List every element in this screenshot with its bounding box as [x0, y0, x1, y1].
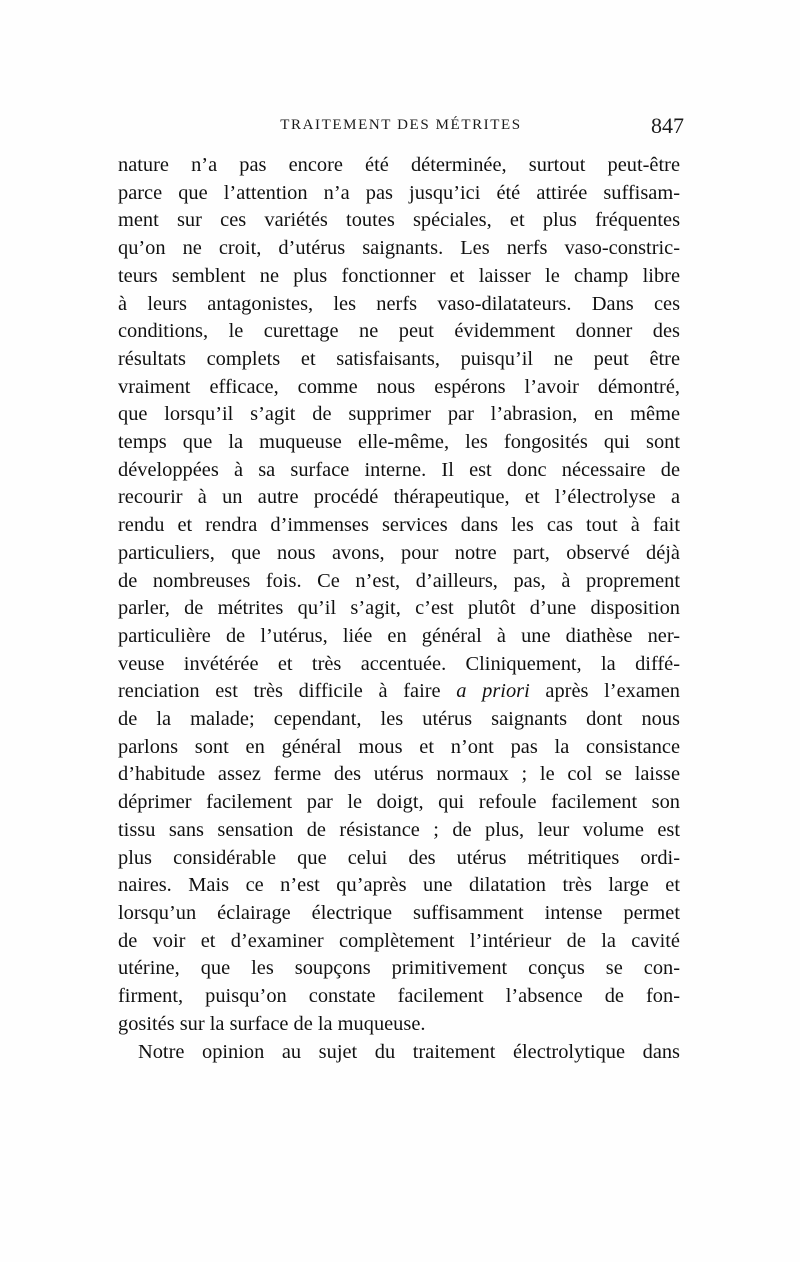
text-line: à leurs antagonistes, les nerfs vaso-dilatateurs. Dans ces	[118, 292, 680, 315]
text-line: résultats complets et satisfaisants, puisqu’il ne peut être	[118, 347, 680, 370]
text-line-with-italic	[118, 678, 680, 706]
text-line: particuliers, que nous avons, pour notre part, observé déjà	[118, 541, 680, 564]
body-text	[118, 152, 680, 1066]
text-line: tissu sans sensation de résistance ; de plus, leur volume est	[118, 818, 680, 841]
paragraph-end-line: gosités sur la surface de la muqueuse.	[118, 1012, 426, 1035]
text-line: naires. Mais ce n’est qu’après une dilatation très large et	[118, 874, 680, 897]
text-line: déprimer facilement par le doigt, qui refoule facilement son	[118, 791, 680, 814]
text-line: de voir et d’examiner complètement l’intérieur de la cavité	[118, 929, 680, 952]
text-line: vraiment efficace, comme nous espérons l’avoir démontré,	[118, 375, 680, 398]
text-line: firment, puisqu’on constate facilement l’absence de fon-	[118, 985, 680, 1008]
text-line: parce que l’attention n’a pas jusqu’ici été attirée suffisam-	[118, 181, 680, 204]
text-line: conditions, le curettage ne peut évidemment donner des	[118, 320, 680, 343]
text-line: rendu et rendra d’immenses services dans les cas tout à fait	[118, 514, 680, 537]
new-paragraph-line: Notre opinion au sujet du traitement électrolytique dans	[138, 1040, 680, 1063]
running-head	[118, 113, 684, 143]
text-line: parler, de métrites qu’il s’agit, c’est plutôt d’une disposition	[118, 597, 680, 620]
text-line: de la malade; cependant, les utérus saignants dont nous	[118, 708, 680, 731]
text-line: d’habitude assez ferme des utérus normaux ; le col se laisse	[118, 763, 680, 786]
text-line: nature n’a pas encore été déterminée, surtout peut-être	[118, 154, 680, 176]
text-line: temps que la muqueuse elle-même, les fongosités qui sont	[118, 431, 680, 454]
text-segment: après l’examen	[529, 680, 680, 703]
text-line: particulière de l’utérus, liée en général à une diathèse ner-	[118, 624, 680, 647]
text-line: que lorsqu’il s’agit de supprimer par l’abrasion, en même	[118, 403, 680, 426]
page-number: 847	[651, 113, 684, 138]
text-line: plus considérable que celui des utérus métritiques ordi-	[118, 846, 680, 869]
text-segment: renciation est très difficile à faire	[118, 680, 457, 703]
text-line: lorsqu’un éclairage électrique suffisamment intense permet	[118, 901, 680, 924]
italic-phrase: a priori	[456, 680, 530, 703]
text-line: de nombreuses fois. Ce n’est, d’ailleurs, pas, à proprement	[118, 569, 680, 592]
text-line: teurs semblent ne plus fonctionner et laisser le champ libre	[118, 264, 680, 287]
text-line: parlons sont en général mous et n’ont pas la consistance	[118, 735, 680, 758]
running-title: TRAITEMENT DES MÉTRITES	[280, 117, 522, 133]
text-line: utérine, que les soupçons primitivement conçus se con-	[118, 957, 680, 980]
text-line: qu’on ne croit, d’utérus saignants. Les nerfs vaso-constric-	[118, 237, 680, 260]
text-line: veuse invétérée et très accentuée. Cliniquement, la diffé-	[118, 652, 680, 675]
text-line: ment sur ces variétés toutes spéciales, et plus fréquentes	[118, 209, 680, 232]
text-line: développées à sa surface interne. Il est donc nécessaire de	[118, 458, 680, 481]
text-line: recourir à un autre procédé thérapeutique, et l’électrolyse a	[118, 486, 680, 509]
